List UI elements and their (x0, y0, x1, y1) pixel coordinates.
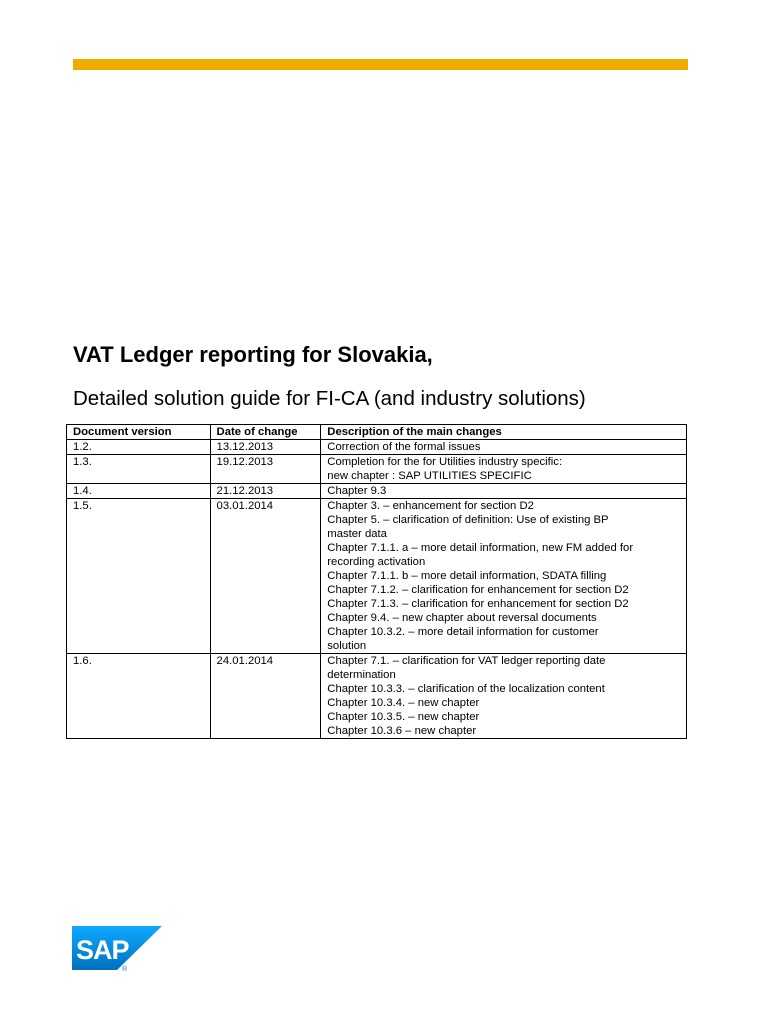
table-row (67, 484, 687, 499)
description-line: Chapter 3. – enhancement for section D2 (327, 500, 534, 512)
header-document-version: Document version (67, 425, 211, 440)
description-line: Chapter 10.3.4. – new chapter (327, 697, 480, 709)
description-line: Chapter 7.1.1. b – more detail information, SDATA filling (327, 570, 607, 582)
cell-description (321, 499, 687, 654)
description-line: Chapter 7.1.3. – clarification for enhancement for section D2 (327, 598, 629, 610)
description-line: recording activation (327, 556, 426, 568)
table-header-row (67, 425, 687, 440)
description-line: Chapter 10.3.3. – clarification of the localization content (327, 683, 605, 695)
cell-date: 13.12.2013 (210, 440, 321, 455)
header-date-of-change: Date of change (210, 425, 321, 440)
description-line: new chapter : SAP UTILITIES SPECIFIC (327, 470, 532, 482)
change-history-table (66, 424, 687, 739)
description-line: Chapter 9.4. – new chapter about reversal documents (327, 612, 597, 624)
cell-description (321, 484, 687, 499)
cell-version: 1.4. (67, 484, 211, 499)
description-line: Chapter 10.3.2. – more detail information for customer (327, 626, 599, 638)
description-line: solution (327, 640, 367, 652)
description-line: Chapter 7.1. – clarification for VAT ledger reporting date (327, 655, 606, 667)
sap-logo-icon (72, 926, 164, 972)
description-line: Completion for the for Utilities industry specific: (327, 456, 563, 468)
document-title: VAT Ledger reporting for Slovakia, (73, 342, 433, 367)
table-row (67, 654, 687, 739)
table-row (67, 440, 687, 455)
table-row (67, 499, 687, 654)
description-line: Chapter 5. – clarification of definition: Use of existing BP (327, 514, 609, 526)
table-row (67, 455, 687, 484)
description-line: master data (327, 528, 387, 540)
cell-description (321, 654, 687, 739)
description-line: Chapter 7.1.1. a – more detail information, new FM added for (327, 542, 634, 554)
cell-date: 03.01.2014 (210, 499, 321, 654)
description-line: Chapter 9.3 (327, 485, 387, 497)
sap-logo-text: SAP (76, 935, 129, 965)
description-line: Correction of the formal issues (327, 441, 481, 453)
description-line: Chapter 10.3.5. – new chapter (327, 711, 480, 723)
cell-version: 1.2. (67, 440, 211, 455)
cell-date: 19.12.2013 (210, 455, 321, 484)
cell-date: 21.12.2013 (210, 484, 321, 499)
cell-version: 1.5. (67, 499, 211, 654)
document-subtitle: Detailed solution guide for FI-CA (and industry solutions) (73, 387, 586, 410)
description-line: Chapter 10.3.6 – new chapter (327, 725, 477, 737)
cell-version: 1.6. (67, 654, 211, 739)
top-accent-bar (73, 59, 688, 70)
header-description: Description of the main changes (321, 425, 687, 440)
cell-version: 1.3. (67, 455, 211, 484)
cell-date: 24.01.2014 (210, 654, 321, 739)
cell-description (321, 440, 687, 455)
registered-mark: ® (122, 966, 128, 972)
description-line: determination (327, 669, 396, 681)
description-line: Chapter 7.1.2. – clarification for enhancement for section D2 (327, 584, 629, 596)
cell-description (321, 455, 687, 484)
